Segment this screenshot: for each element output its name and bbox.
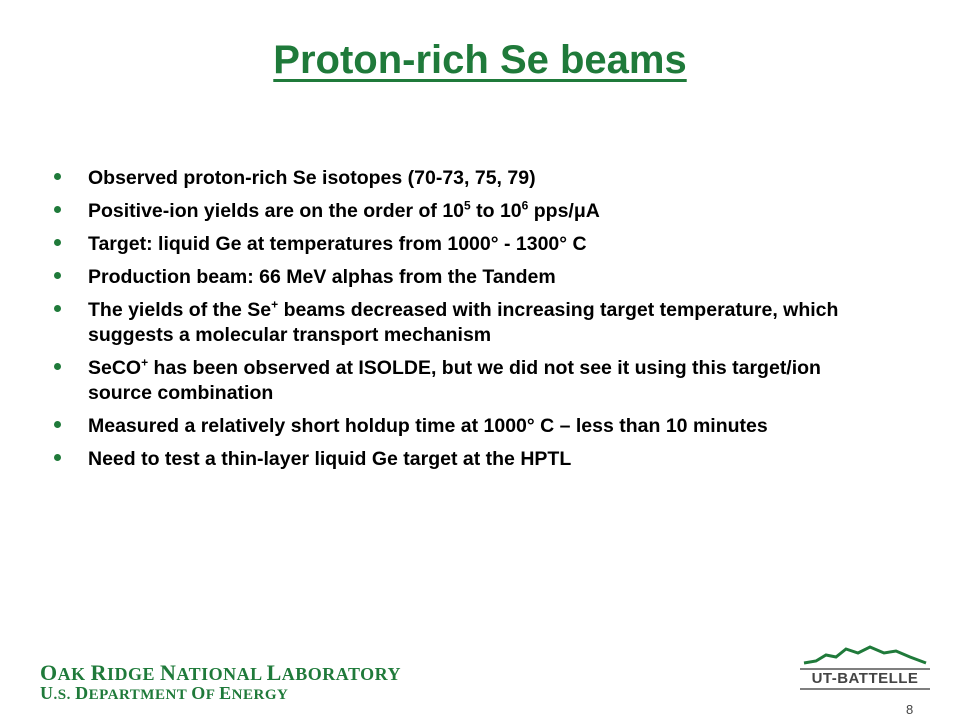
bullet-item	[50, 356, 850, 406]
bullet-item	[50, 232, 850, 257]
footer-lab-name: OAK RIDGE NATIONAL LABORATORY	[40, 660, 402, 685]
bullet-item	[50, 447, 850, 472]
bullet-text: Measured a relatively short holdup time at 1000° C – less than 10 minutes	[88, 415, 768, 437]
bullet-dot-icon	[54, 206, 61, 213]
bullet-item	[50, 199, 850, 224]
logo-text: UT-BATTELLE	[811, 670, 919, 687]
bullet-item	[50, 166, 850, 191]
bullet-text: SeCO+ has been observed at ISOLDE, but we did not see it using this target/ion source combination	[88, 355, 821, 404]
bullet-item	[50, 265, 850, 290]
ut-battelle-logo	[796, 643, 934, 693]
bullet-text: Target: liquid Ge at temperatures from 1000° - 1300° C	[88, 233, 587, 255]
bullet-dot-icon	[54, 305, 61, 312]
slide-title: Proton-rich Se beams	[273, 38, 687, 82]
page-number: 8	[906, 702, 914, 717]
bullet-dot-icon	[54, 272, 61, 279]
bullet-text: The yields of the Se+ beams decreased with increasing target temperature, which suggests a molecular transport mechanism	[88, 297, 839, 346]
footer-department: U.S. DEPARTMENT OF ENERGY	[40, 683, 289, 703]
bullet-item	[50, 414, 850, 439]
mountain-icon	[804, 647, 926, 663]
bullet-dot-icon	[54, 363, 61, 370]
bullet-list	[50, 166, 850, 480]
bullet-text: Need to test a thin-layer liquid Ge target at the HPTL	[88, 448, 572, 470]
bullet-text: Positive-ion yields are on the order of $10^5$ to $10^6$ pps/μA	[88, 198, 600, 222]
bullet-dot-icon	[54, 173, 61, 180]
bullet-text: Observed proton-rich Se isotopes (70-73, 75, 79)	[88, 167, 536, 189]
bullet-item	[50, 298, 850, 348]
bullet-dot-icon	[54, 421, 61, 428]
bullet-dot-icon	[54, 454, 61, 461]
bullet-text: Production beam: 66 MeV alphas from the Tandem	[88, 266, 556, 288]
bullet-dot-icon	[54, 239, 61, 246]
